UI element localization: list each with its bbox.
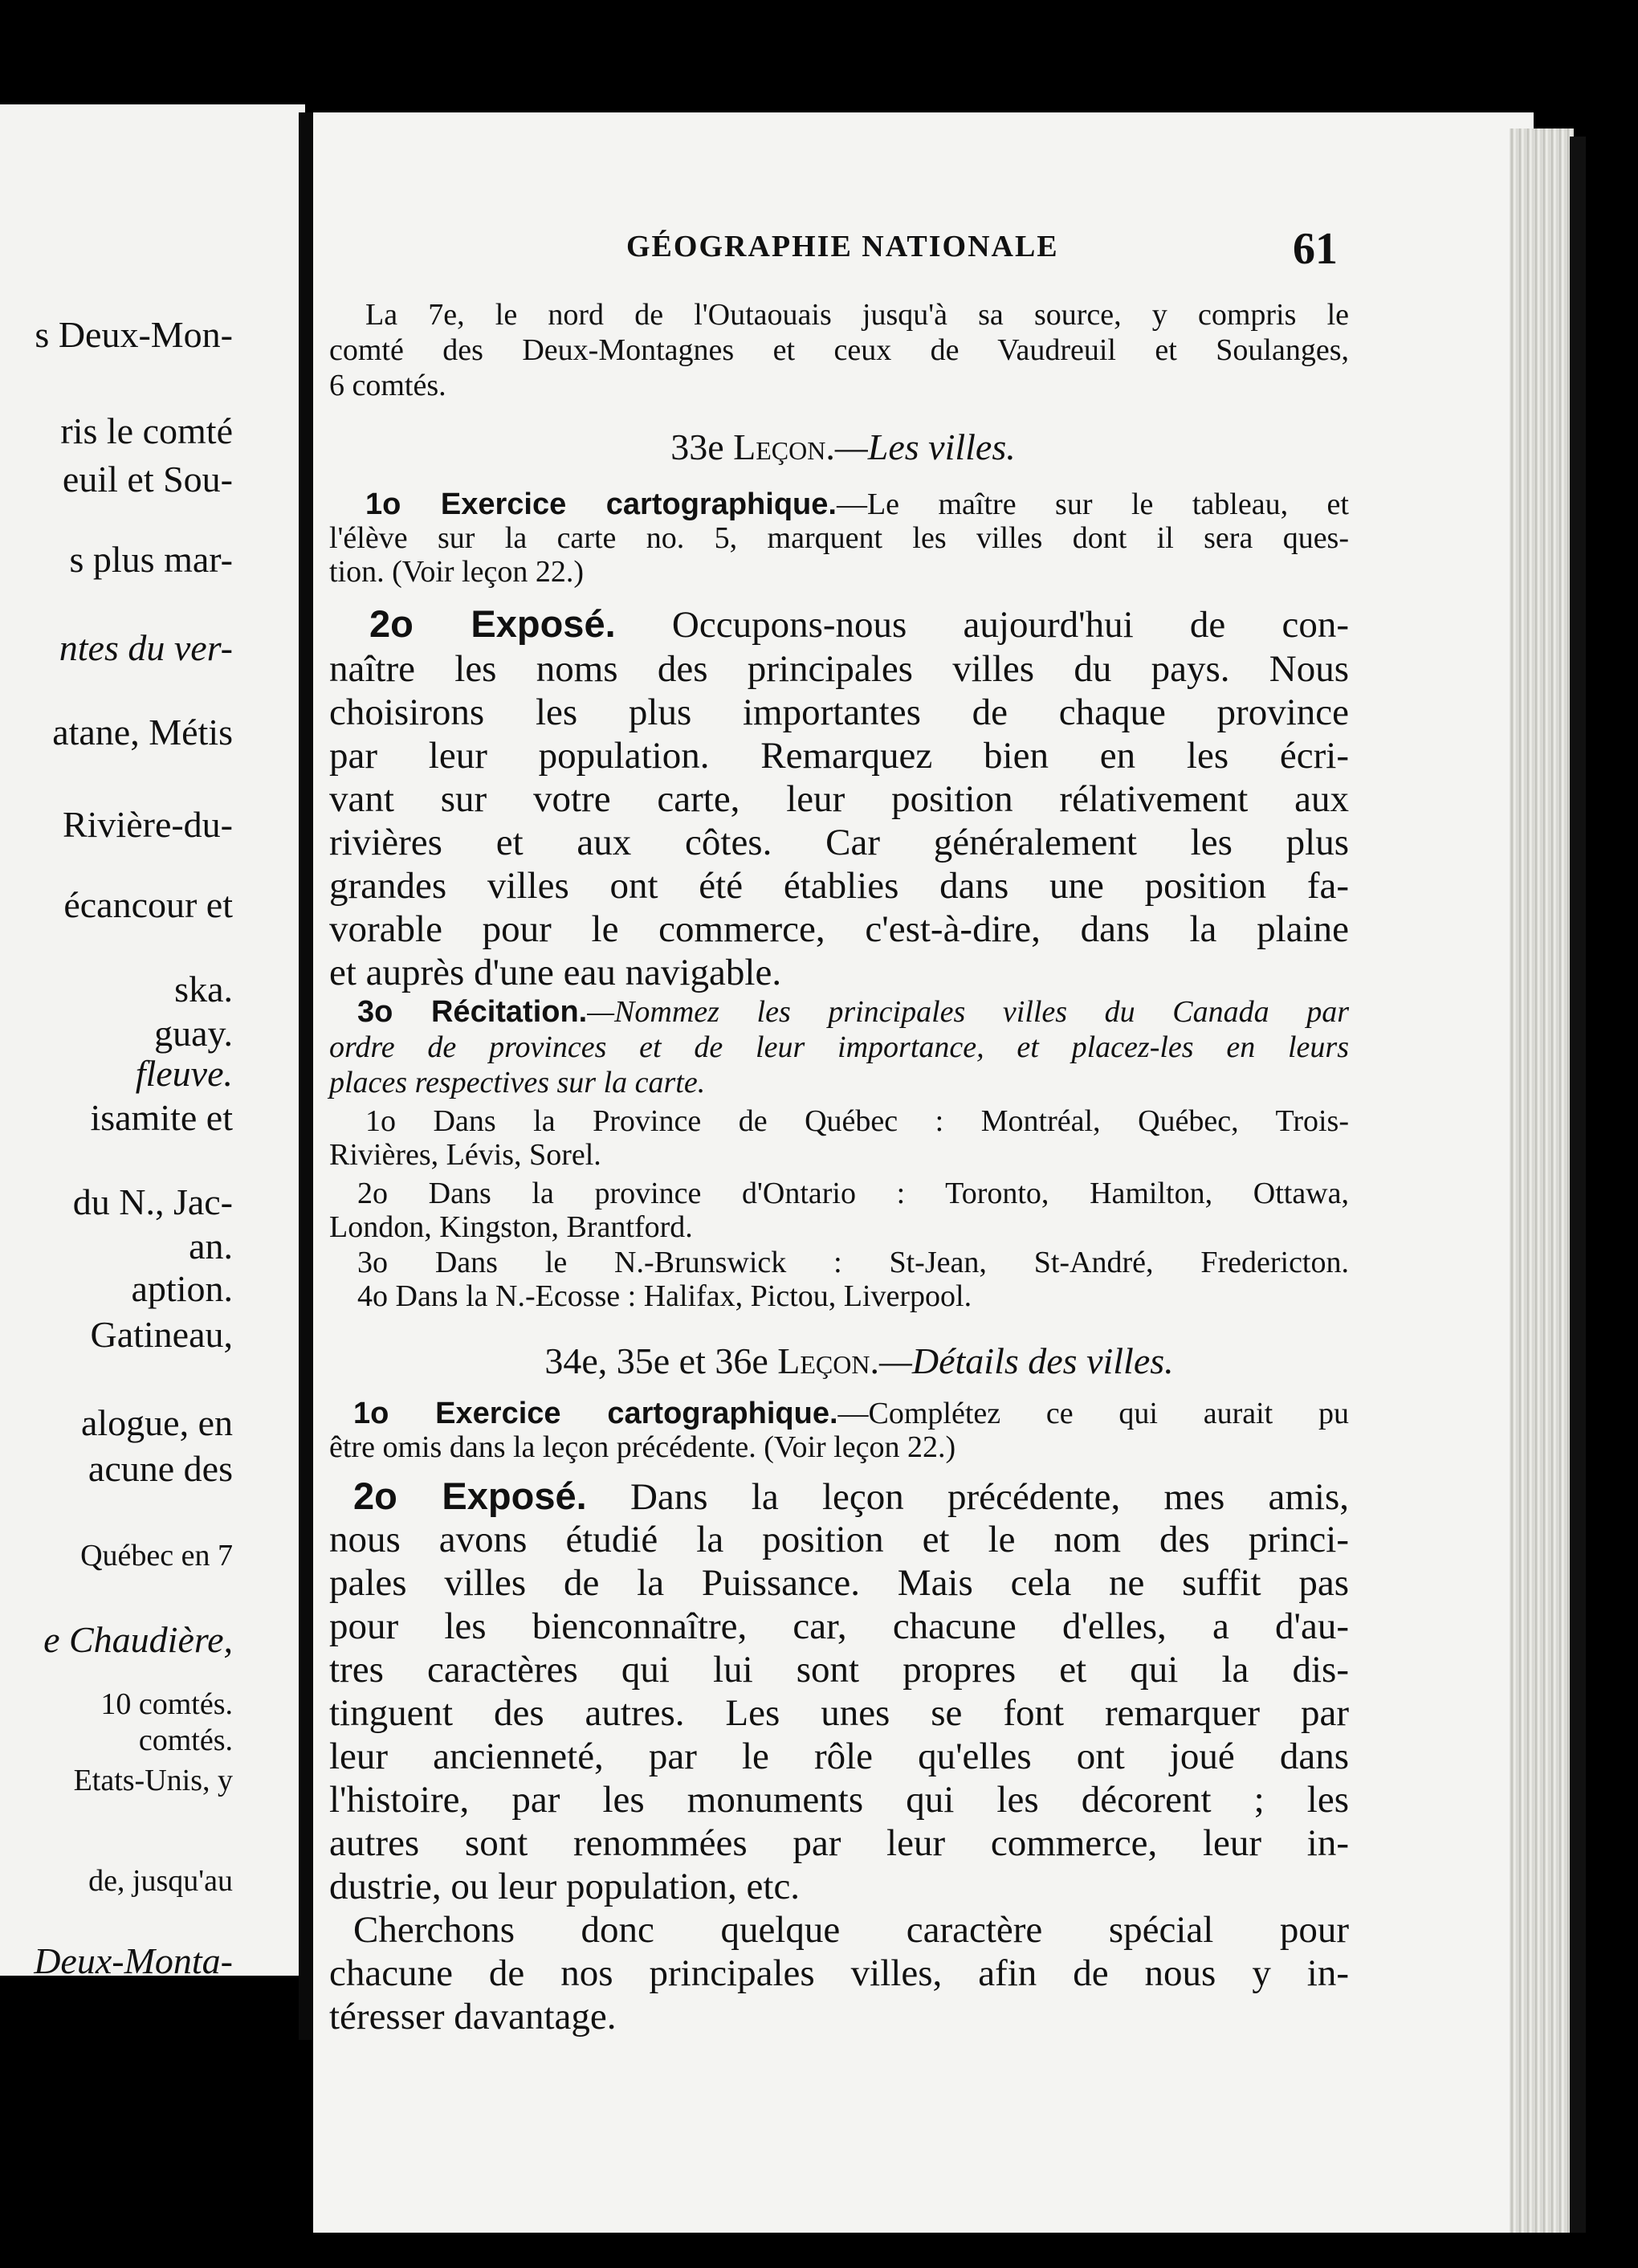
- expose-2-line: 2o Exposé. Dans la leçon précédente, mes amis,: [353, 1475, 1350, 1518]
- lesson-number: 33e: [670, 426, 724, 467]
- expose-line: grandes villes ont été établies dans une position fa-: [329, 865, 1349, 907]
- running-title: GÉOGRAPHIE NATIONALE: [626, 230, 1059, 263]
- expose-line: 2o Exposé. Occupons-nous aujourd'hui de con-: [369, 602, 1350, 646]
- expose-line: et auprès d'une eau navigable.: [329, 952, 782, 993]
- left-page-line: ris le comté: [60, 410, 233, 451]
- left-page-line: Rivière-du-: [62, 804, 233, 845]
- left-page-line: Etats-Unis, y: [73, 1764, 233, 1797]
- cities-line: 3o Dans le N.-Brunswick : St-Jean, St-André, Fredericton.: [357, 1246, 1349, 1279]
- expose-2-line: l'histoire, par les monuments qui les décorent ; les: [329, 1779, 1349, 1821]
- recitation-line: 3o Récitation.—Nommez les principales villes du Canada par: [357, 995, 1349, 1029]
- lesson-numbers: 34e, 35e et 36e: [544, 1340, 768, 1381]
- expose-line: vant sur votre carte, leur position rélativement aux: [329, 778, 1349, 820]
- expose-2-line: dustrie, ou leur population, etc.: [329, 1866, 801, 1907]
- expose-2-line: Cherchons donc quelque caractère spécial pour: [353, 1909, 1349, 1951]
- left-page-line: de, jusqu'au: [88, 1864, 233, 1898]
- expose-2-line: leur ancienneté, par le rôle qu'elles ont joué dans: [329, 1736, 1349, 1777]
- left-page-line: euil et Sou-: [62, 459, 233, 500]
- left-page-line: Deux-Monta-: [34, 1940, 233, 1976]
- lesson-title: —Les villes.: [834, 426, 1016, 467]
- left-page-line: atane, Métis: [52, 712, 233, 753]
- left-page-line: acune des: [88, 1448, 233, 1489]
- expose-2-line: pales villes de la Puissance. Mais cela ne suffit pas: [329, 1562, 1349, 1604]
- left-page-line: fleuve.: [135, 1053, 233, 1094]
- expose-2-line: autres sont renommées par leur commerce, leur in-: [329, 1822, 1349, 1864]
- expose-label: 2o Exposé.: [369, 602, 616, 645]
- intro-line: La 7e, le nord de l'Outaouais jusqu'à sa source, y compris le: [365, 298, 1349, 332]
- left-page-line: 10 comtés.: [100, 1687, 233, 1721]
- left-page-line: écancour et: [63, 884, 233, 925]
- lesson-33-heading: [0, 426, 1638, 468]
- page-number: 61: [1293, 224, 1338, 274]
- recitation-line: places respectives sur la carte.: [329, 1066, 706, 1099]
- left-page-line: comtés.: [138, 1723, 233, 1757]
- expose-line: naître les noms des principales villes du pays. Nous: [329, 648, 1349, 690]
- left-page-line: guay.: [154, 1013, 233, 1054]
- expose-2-line: tinguent des autres. Les unes se font remarquer par: [329, 1692, 1349, 1734]
- left-page-line: aption.: [131, 1268, 233, 1309]
- expose-2-line: tres caractères qui lui sont propres et qui la dis-: [329, 1649, 1349, 1691]
- lesson-word: Leçon.: [777, 1340, 879, 1381]
- left-page-line: e Chaudière,: [43, 1619, 233, 1660]
- cities-line: London, Kingston, Brantford.: [329, 1210, 693, 1244]
- left-page-line: isamite et: [90, 1097, 233, 1138]
- exercise-1-line: 1o Exercice cartographique.—Le maître sur le tableau, et: [365, 487, 1349, 521]
- lesson-word: Leçon.: [733, 426, 835, 467]
- lesson-title: —Détails des villes.: [878, 1340, 1174, 1381]
- recitation-line: ordre de provinces et de leur importance, et placez-les en leurs: [329, 1030, 1349, 1064]
- left-page-line: an.: [189, 1226, 233, 1267]
- left-page-line: s plus mar-: [69, 539, 233, 580]
- cities-line: 2o Dans la province d'Ontario : Toronto, Hamilton, Ottawa,: [357, 1177, 1349, 1210]
- intro-line: 6 comtés.: [329, 369, 446, 402]
- cities-line: 1o Dans la Province de Québec : Montréal, Québec, Trois-: [365, 1104, 1349, 1138]
- cities-line: Rivières, Lévis, Sorel.: [329, 1138, 601, 1172]
- expose-line: vorable pour le commerce, c'est-à-dire, dans la plaine: [329, 908, 1349, 950]
- expose-2-line: chacune de nos principales villes, afin de nous y in-: [329, 1952, 1349, 1994]
- left-page-line: s Deux-Mon-: [35, 314, 233, 355]
- exercise-1-line: l'élève sur la carte no. 5, marquent les villes dont il sera ques-: [329, 521, 1349, 555]
- cities-line: 4o Dans la N.-Ecosse : Halifax, Pictou, Liverpool.: [357, 1279, 972, 1313]
- expose-2-line: téresser davantage.: [329, 1996, 617, 2038]
- exercise-label: 1o Exercice cartographique.: [365, 487, 837, 521]
- expose-line: rivières et aux côtes. Car généralement les plus: [329, 822, 1349, 863]
- left-page-line: du N., Jac-: [72, 1181, 233, 1222]
- left-page-line: alogue, en: [80, 1402, 233, 1443]
- expose-line: par leur population. Remarquez bien en les écri-: [329, 735, 1349, 777]
- exercise-1-line: tion. (Voir leçon 22.): [329, 555, 584, 589]
- expose-2-line: pour les bienconnaître, car, chacune d'elles, a d'au-: [329, 1605, 1349, 1647]
- left-page-line: ska.: [174, 969, 233, 1010]
- lesson-34-36-heading: [0, 1340, 1638, 1382]
- expose-2-line: nous avons étudié la position et le nom des princi-: [329, 1519, 1349, 1560]
- left-page-fragment: [0, 104, 305, 1976]
- exercise-2-line: 1o Exercice cartographique.—Complétez ce qui aurait pu: [353, 1397, 1349, 1430]
- expose-line: choisirons les plus importantes de chaque province: [329, 691, 1349, 733]
- exercise-2-line: être omis dans la leçon précédente. (Voir leçon 22.): [329, 1430, 956, 1464]
- expose-label: 2o Exposé.: [353, 1475, 587, 1517]
- left-page-line: Québec en 7: [80, 1539, 233, 1573]
- intro-line: comté des Deux-Montagnes et ceux de Vaudreuil et Soulanges,: [329, 333, 1349, 367]
- left-page-line: ntes du ver-: [59, 627, 233, 668]
- recitation-label: 3o Récitation.: [357, 995, 588, 1029]
- exercise-label: 1o Exercice cartographique.: [353, 1397, 838, 1430]
- left-page-line: Gatineau,: [90, 1314, 233, 1355]
- bottom-shadow: [305, 2233, 1590, 2268]
